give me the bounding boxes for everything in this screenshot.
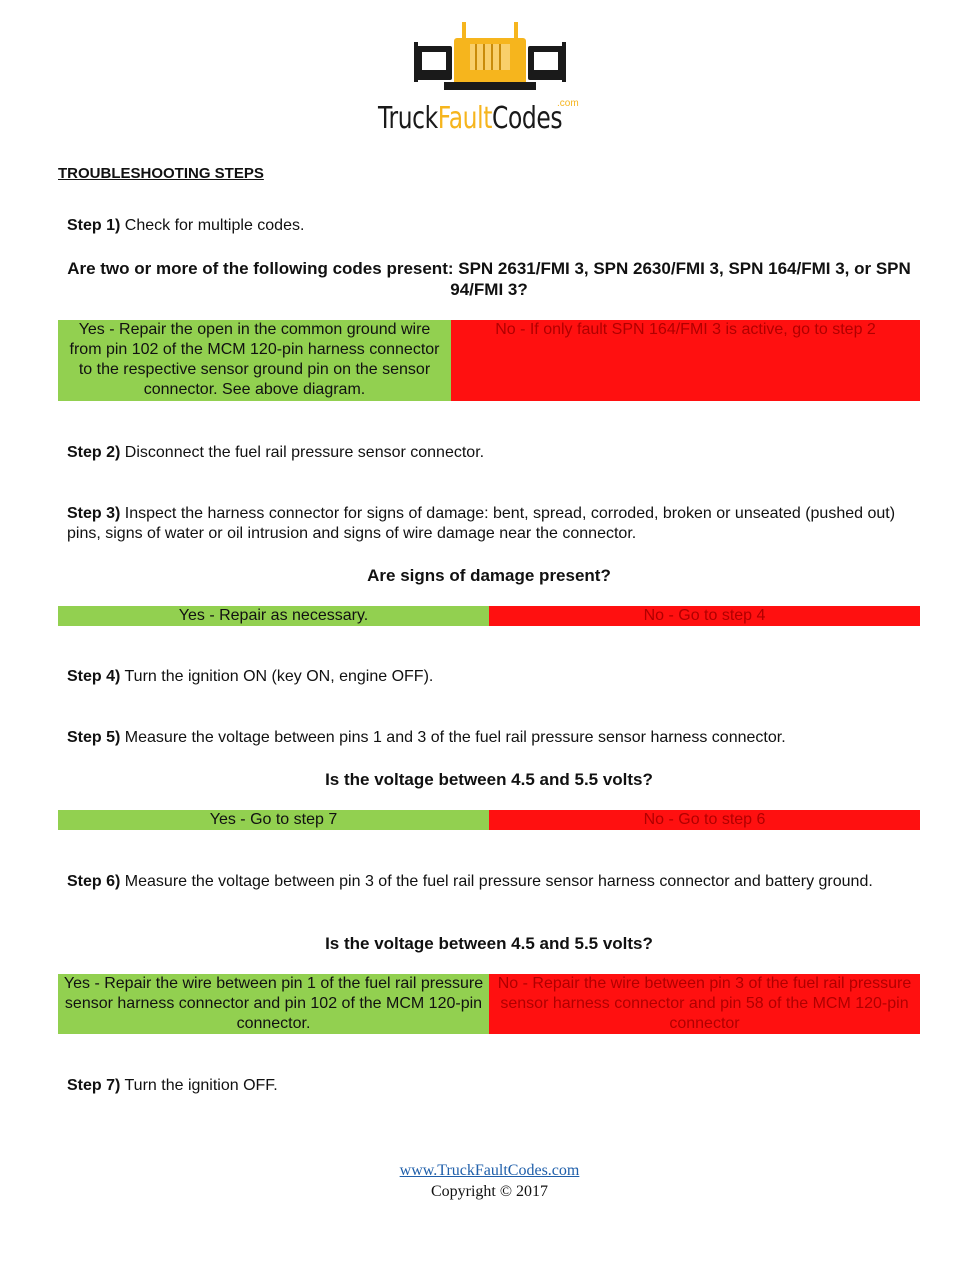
step-text: Measure the voltage between pins 1 and 3 of the fuel rail pressure sensor harness connector.: [120, 729, 786, 746]
step-label: Step 2): [67, 444, 121, 461]
step-1: [67, 216, 917, 236]
answer-no: No - If only fault SPN 164/FMI 3 is active, go to step 2: [451, 320, 920, 401]
answer-no: No - Go to step 6: [489, 810, 920, 830]
step-5: [67, 728, 917, 748]
question-3: Is the voltage between 4.5 and 5.5 volts?: [325, 770, 653, 789]
footer: [0, 1160, 979, 1202]
answer-row-2: [58, 606, 920, 626]
step-3: [67, 504, 917, 544]
step-label: Step 7): [67, 1077, 121, 1094]
answer-no: No - Go to step 4: [489, 606, 920, 626]
answer-no: No - Repair the wire between pin 3 of the fuel rail pressure sensor harness connector and pin 58 of the MCM 120-pin connector: [489, 974, 920, 1034]
copyright: Copyright © 2017: [430, 1183, 549, 1200]
step-text: Check for multiple codes.: [120, 217, 305, 234]
question-2: Are signs of damage present?: [367, 566, 611, 585]
step-6: [67, 872, 917, 892]
answer-yes: Yes - Repair the open in the common ground wire from pin 102 of the MCM 120-pin harness connector to the respective sensor ground pin on the sensor connector. See above diagram.: [58, 320, 451, 401]
step-2: [67, 443, 917, 463]
step-text: Turn the ignition ON (key ON, engine OFF).: [120, 668, 434, 685]
step-text: Inspect the harness connector for signs of damage: bent, spread, corroded, broken or unseated (pushed out) pins, signs of water or oil intrusion and signs of wire damage near the connector.: [67, 505, 896, 542]
page-heading: TROUBLESHOOTING STEPS: [58, 165, 264, 182]
step-text: Measure the voltage between pin 3 of the fuel rail pressure sensor harness connector and battery ground.: [120, 873, 873, 890]
step-label: Step 4): [67, 668, 121, 685]
step-label: Step 6): [67, 873, 121, 890]
logo: [378, 20, 602, 136]
step-4: [67, 667, 917, 687]
footer-link[interactable]: www.TruckFaultCodes.com: [399, 1162, 580, 1179]
answer-row-1: [58, 320, 920, 401]
answer-yes: Yes - Repair the wire between pin 1 of the fuel rail pressure sensor harness connector and pin 102 of the MCM 120-pin connector.: [58, 974, 489, 1034]
logo-suffix: .com: [557, 98, 579, 109]
step-label: Step 5): [67, 729, 121, 746]
step-label: Step 1): [67, 217, 121, 234]
step-label: Step 3): [67, 505, 121, 522]
question-1: Are two or more of the following codes present: SPN 2631/FMI 3, SPN 2630/FMI 3, SPN 164/FMI 3, or SPN 94/FMI 3?: [67, 259, 911, 299]
answer-row-4: [58, 974, 920, 1034]
answer-row-3: [58, 810, 920, 830]
step-text: Turn the ignition OFF.: [120, 1077, 278, 1094]
truck-icon: [414, 20, 566, 92]
logo-word-fault: Fault: [437, 101, 492, 136]
logo-word-truck: Truck: [378, 101, 438, 136]
question-4: Is the voltage between 4.5 and 5.5 volts?: [325, 934, 653, 953]
answer-yes: Yes - Go to step 7: [58, 810, 489, 830]
logo-wordmark: [378, 101, 563, 136]
step-7: [67, 1076, 917, 1096]
answer-yes: Yes - Repair as necessary.: [58, 606, 489, 626]
step-text: Disconnect the fuel rail pressure sensor connector.: [120, 444, 485, 461]
logo-word-codes: Codes: [491, 101, 563, 136]
